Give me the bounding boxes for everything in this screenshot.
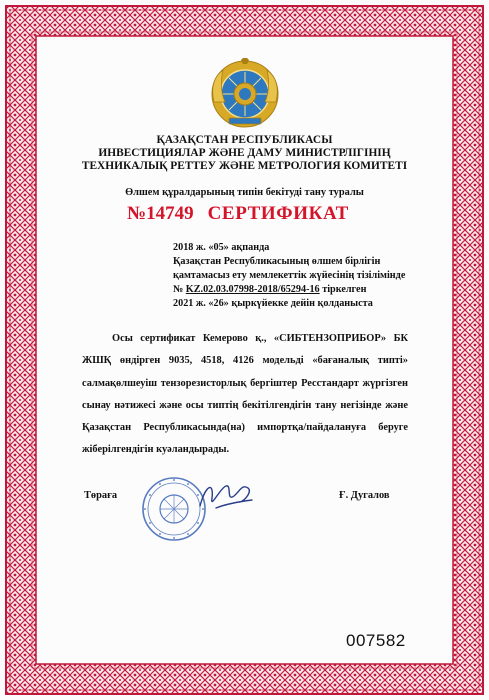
certificate-title xyxy=(127,203,349,225)
registration-line-3: қамтамасыз ету мемлекеттік жүйесінің тізілімінде xyxy=(173,270,406,281)
certificate-number-sign: № xyxy=(127,203,147,224)
certificate-number: 14749 xyxy=(146,203,194,224)
header-committee: ТЕХНИКАЛЫҚ РЕТТЕУ ЖӘНЕ МЕТРОЛОГИЯ КОМИТЕТІ xyxy=(81,160,408,172)
certificate-word: СЕРТИФИКАТ xyxy=(207,203,349,224)
registration-code: KZ.02.03.07998-2018/65294-16 xyxy=(185,284,320,295)
serial-number: 007582 xyxy=(346,631,406,650)
certificate-body xyxy=(82,328,408,462)
chairman-label: Төраға xyxy=(84,490,118,501)
registration-line-2: Қазақстан Республикасының өлшем бірлігін xyxy=(173,256,381,267)
certificate-body-text: Осы сертификат Кемерово қ., «СИБТЕНЗОПРИБОР» БК ЖШҚ өндірген 9035, 4518, 4126 модельді «бағаналық типті» салмақөлшеуіш тензорезисторлық бергіштер Ресстандарт жүргізген сынау нәтижесі және осы типтің бекітілгендігін тану негізінде және Қазақстан Республикасында(на) импортқа/пайдалануға беруге жіберілгендігін куәландырады. xyxy=(82,333,408,456)
chairman-name: Ғ. Дугалов xyxy=(339,490,390,501)
signature-icon xyxy=(196,478,256,514)
header-country: ҚАЗАҚСТАН РЕСПУБЛИКАСЫ xyxy=(156,134,333,146)
kazakhstan-emblem-icon xyxy=(205,58,285,130)
header-ministry: ИНВЕСТИЦИЯЛАР ЖӘНЕ ДАМУ МИНИСТРЛІГІНІҢ xyxy=(98,147,391,159)
validity-line: 2021 ж. «26» қыркүйекке дейін қолданыста xyxy=(173,298,373,309)
registration-number-line xyxy=(173,284,366,295)
certificate-subtitle: Өлшем құралдарының типін бекітуді тану туралы xyxy=(125,187,364,198)
registration-date: 2018 ж. «05» ақпанда xyxy=(173,242,270,253)
registration-number-prefix: № xyxy=(173,284,186,295)
registration-number-suffix: тіркелген xyxy=(319,284,367,295)
